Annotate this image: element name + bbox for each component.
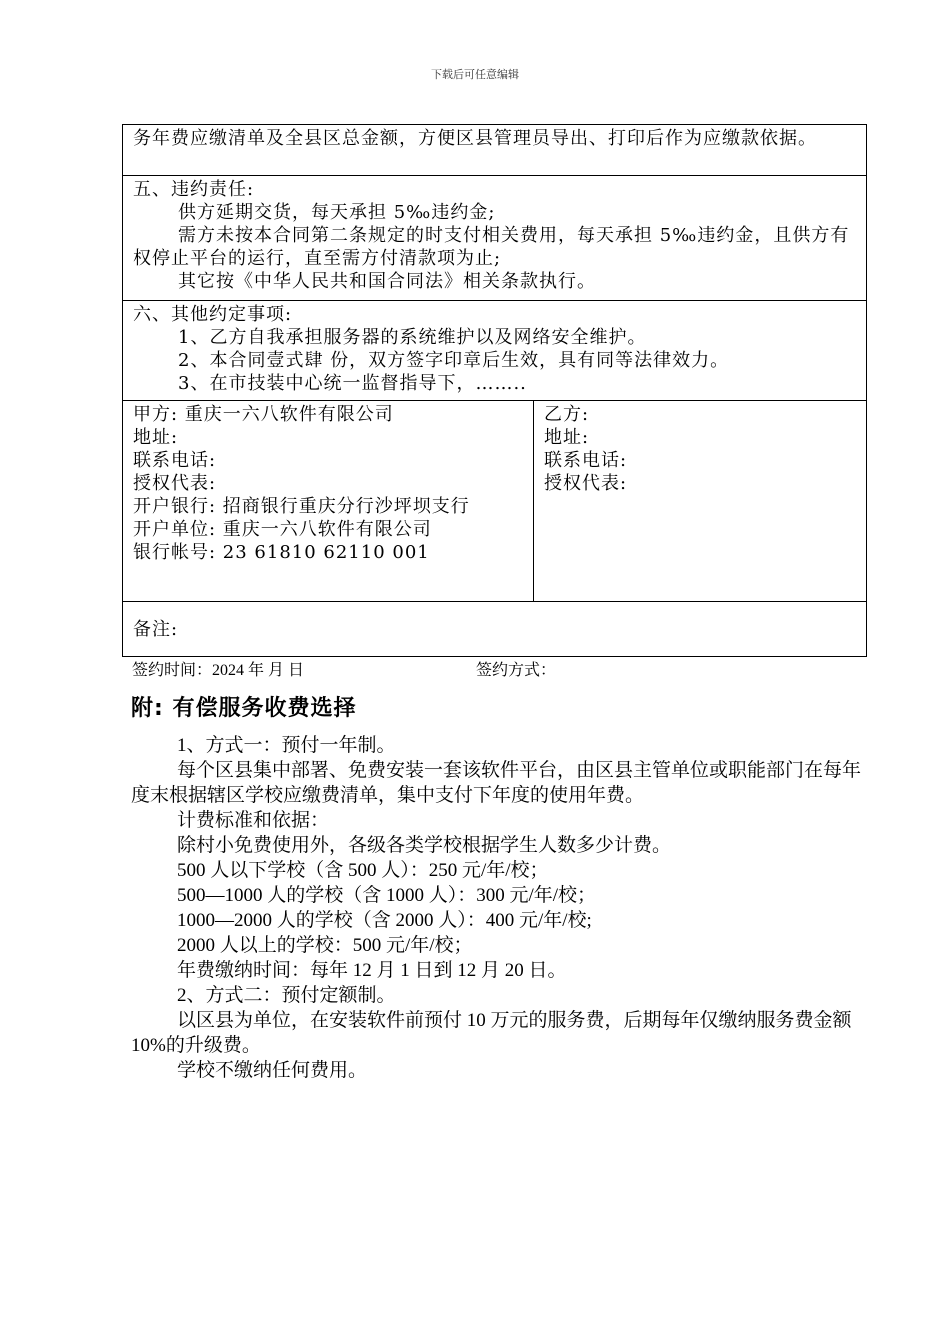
- annex-line: 每个区县集中部署、免费安装一套该软件平台，由区县主管单位或职能部门在每年度末根据辖区学校应缴费清单，集中支付下年度的使用年费。: [131, 760, 862, 806]
- annex-line: 2、方式二：预付定额制。: [177, 985, 396, 1006]
- contract-top-cell: [122, 124, 867, 176]
- section5-item: 供方延期交货，每天承担 5‰违约金;: [178, 202, 496, 223]
- party-b-cell: [534, 401, 866, 601]
- note-cell: [122, 601, 867, 657]
- section-other-terms: [122, 300, 867, 401]
- annex-line: 500 人以下学校（含 500 人）：250 元/年/校；: [177, 860, 549, 881]
- sign-time: 签约时间：2024 年 月 日: [132, 662, 305, 679]
- section6-item: 1、乙方自我承担服务器的系统维护以及网络安全维护。: [178, 327, 647, 348]
- party-a-name: 甲方: 重庆一六八软件有限公司: [133, 404, 394, 425]
- annex-line: 1000—2000 人的学校（含 2000 人）：400 元/年/校;: [177, 910, 592, 931]
- party-a-bank: 开户银行: 招商银行重庆分行沙坪坝支行: [133, 496, 470, 517]
- parties-row: [122, 400, 867, 602]
- annex-line: 1、方式一：预付一年制。: [177, 735, 396, 756]
- section6-item: 2、本合同壹式肆 份，双方签字印章后生效，具有同等法律效力。: [178, 350, 730, 371]
- annex-line: 计费标准和依据：: [177, 810, 330, 831]
- note-label: 备注:: [133, 619, 179, 640]
- section5-item: 需方未按本合同第二条规定的时支付相关费用，每天承担 5‰违约金，且供方有权停止平台的运行，直至需方付清款项为止;: [133, 225, 850, 269]
- party-a-unit: 开户单位: 重庆一六八软件有限公司: [133, 519, 432, 540]
- annex-line: 2000 人以上的学校：500 元/年/校；: [177, 935, 473, 956]
- party-a-address: 地址:: [133, 427, 179, 448]
- party-a-phone: 联系电话:: [133, 450, 217, 471]
- page-header: 下载后可任意编辑: [431, 68, 519, 81]
- party-b-address: 地址:: [544, 427, 590, 448]
- party-b-name: 乙方:: [544, 404, 590, 425]
- annex-line: 学校不缴纳任何费用。: [177, 1060, 368, 1081]
- section5-item: 其它按《中华人民共和国合同法》相关条款执行。: [178, 271, 596, 292]
- party-a-account: 银行帐号: 23 61810 62110 001: [133, 542, 430, 563]
- annex-line: 以区县为单位，在安装软件前预付 10 万元的服务费，后期每年仅缴纳服务费金额 10%的升级费。: [131, 1010, 852, 1056]
- annex-title: 附: 有偿服务收费选择: [131, 696, 357, 721]
- section-breach-liability: [122, 175, 867, 301]
- top-text: 务年费应缴清单及全县区总金额，方便区县管理员导出、打印后作为应缴款依据。: [133, 128, 817, 149]
- party-b-rep: 授权代表:: [544, 473, 628, 494]
- section5-title: 五、违约责任:: [133, 179, 255, 200]
- annex-line: 除村小免费使用外，各级各类学校根据学生人数多少计费。: [177, 835, 672, 856]
- annex-body: [131, 733, 861, 1083]
- party-b-phone: 联系电话:: [544, 450, 628, 471]
- party-a-cell: [123, 401, 534, 601]
- section6-item: 3、在市技装中心统一监督指导下，……..: [178, 373, 527, 394]
- sign-method: 签约方式：: [476, 662, 557, 679]
- party-a-rep: 授权代表:: [133, 473, 217, 494]
- annex-line: 年费缴纳时间：每年 12 月 1 日到 12 月 20 日。: [177, 960, 567, 981]
- annex-line: 500—1000 人的学校（含 1000 人）：300 元/年/校；: [177, 885, 597, 906]
- section6-title: 六、其他约定事项:: [133, 304, 293, 325]
